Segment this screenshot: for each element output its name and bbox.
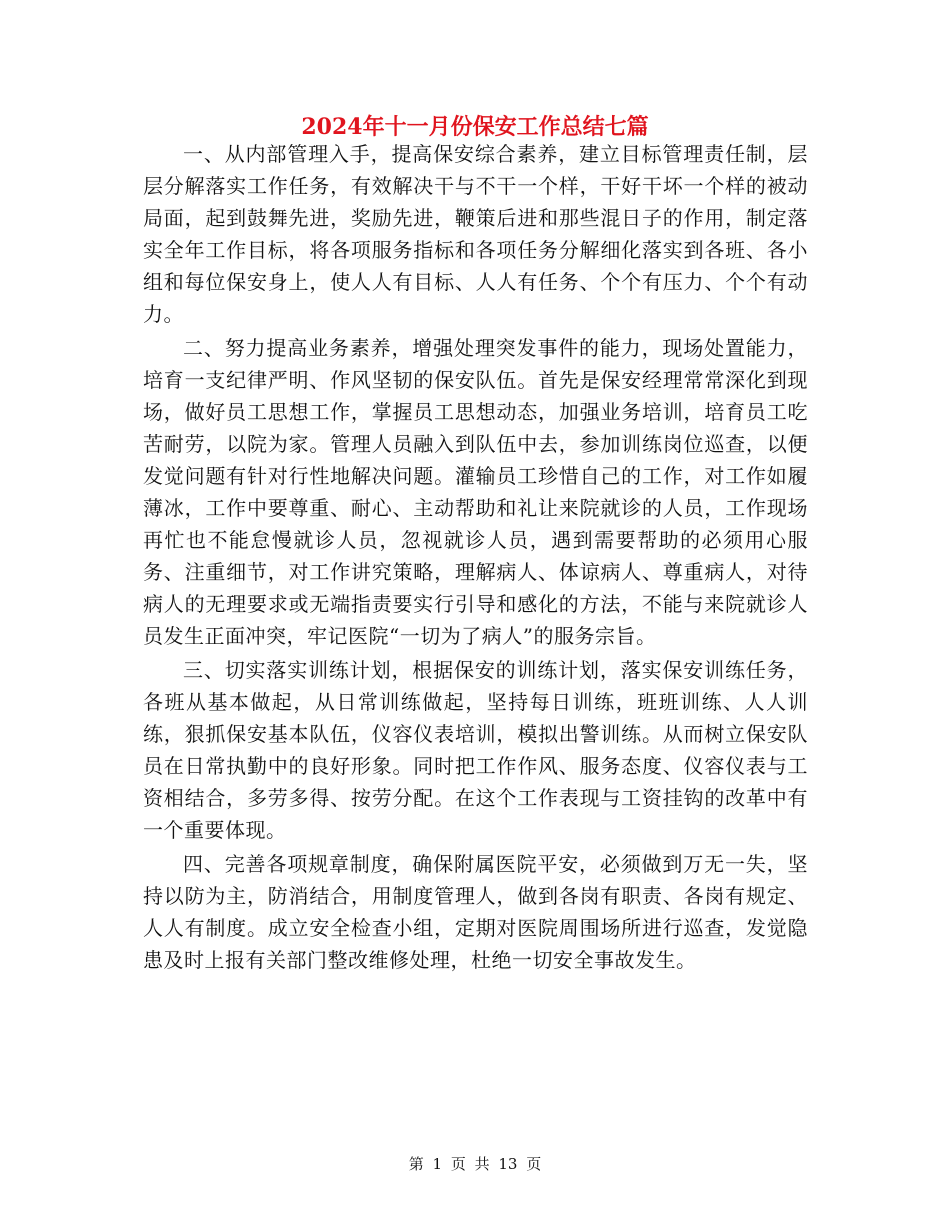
paragraph-4: 四、完善各项规章制度，确保附属医院平安，必须做到万无一失，坚持以防为主，防消结合，用制度管理人，做到各岗有职责、各岗有规定、人人有制度。成立安全检查小组，定期对医院周围场所进行巡查，发觉隐患及时上报有关部门整改维修处理，杜绝一切安全事故发生。	[143, 852, 808, 972]
page-number-footer: 第 1 页 共 13 页	[408, 1155, 542, 1173]
paragraph-2: 二、努力提高业务素养，增强处理突发事件的能力，现场处置能力，培育一支纪律严明、作风坚韧的保安队伍。首先是保安经理常常深化到现场，做好员工思想工作，掌握员工思想动态，加强业务培训，培育员工吃苦耐劳，以院为家。管理人员融入到队伍中去，参加训练岗位巡查，以便发觉问题有针对行性地解决问题。灌输员工珍惜自己的工作，对工作如履薄冰，工作中要尊重、耐心、主动帮助和礼让来院就诊的人员，工作现场再忙也不能怠慢就诊人员，忽视就诊人员，遇到需要帮助的必须用心服务、注重细节，对工作讲究策略，理解病人、体谅病人、尊重病人，对待病人的无理要求或无端指责要实行引导和感化的方法，不能与来院就诊人员发生正面冲突，牢记医院“一切为了病人”的服务宗旨。	[143, 336, 808, 648]
document-body	[143, 138, 808, 978]
paragraph-3: 三、切实落实训练计划，根据保安的训练计划，落实保安训练任务，各班从基本做起，从日常训练做起，坚持每日训练，班班训练、人人训练，狠抓保安基本队伍，仪容仪表培训，模拟出警训练。从而树立保安队员在日常执勤中的良好形象。同时把工作作风、服务态度、仪容仪表与工资相结合，多劳多得、按劳分配。在这个工作表现与工资挂钩的改革中有一个重要体现。	[143, 658, 808, 842]
paragraph-1: 一、从内部管理入手，提高保安综合素养，建立目标管理责任制，层层分解落实工作任务，有效解决干与不干一个样，干好干坏一个样的被动局面，起到鼓舞先进，奖励先进，鞭策后进和那些混日子的作用，制定落实全年工作目标，将各项服务指标和各项任务分解细化落实到各班、各小组和每位保安身上，使人人有目标、人人有任务、个个有压力、个个有动力。	[143, 142, 808, 326]
document-title: 2024年十一月份保安工作总结七篇	[301, 114, 649, 140]
